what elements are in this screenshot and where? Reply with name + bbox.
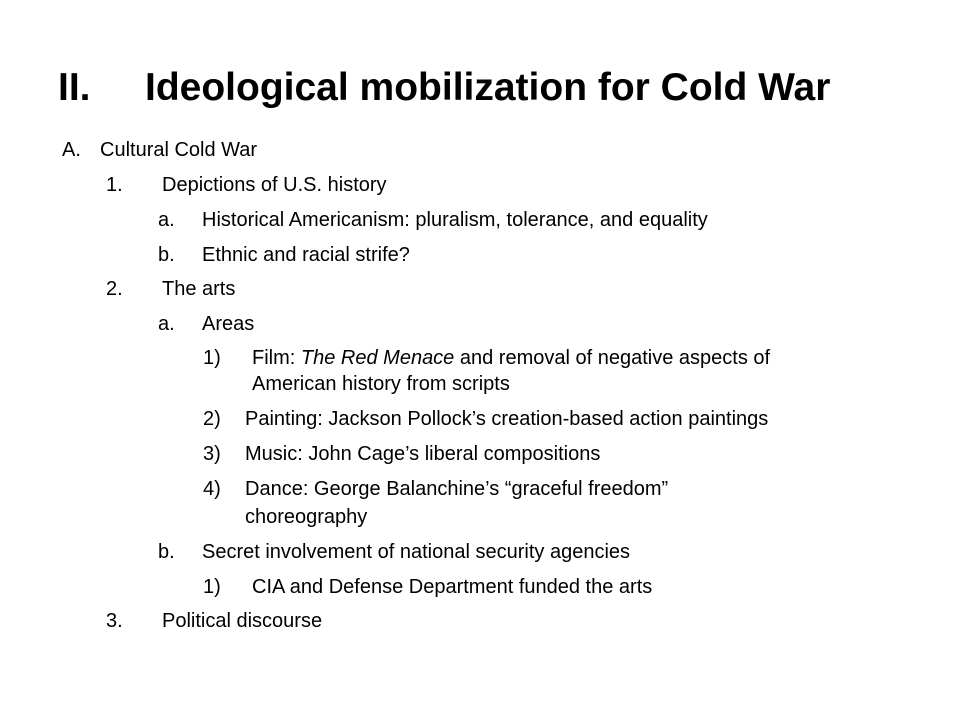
outline-text: Secret involvement of national security agencies [202, 541, 631, 563]
film-text-start: Film: [252, 347, 301, 369]
outline-marker: 4) [203, 478, 221, 500]
outline-marker: 2. [106, 278, 123, 300]
title-number: II. [58, 66, 91, 109]
film-text-end: and removal of negative aspects of [454, 347, 771, 369]
film-title-italic: The Red Menace [300, 347, 455, 369]
outline-text: Music: John Cage’s liberal compositions [245, 443, 601, 465]
outline-marker: b. [158, 541, 175, 563]
outline-marker: 1) [203, 576, 221, 598]
outline-text: Painting: Jackson Pollock’s creation-based action paintings [245, 408, 769, 430]
outline-text-line2: American history from scripts [252, 373, 510, 395]
outline-text: The arts [162, 278, 236, 300]
outline-marker: a. [158, 209, 175, 231]
outline-text: Historical Americanism: pluralism, tolerance, and equality [202, 209, 708, 231]
outline-text-line2: choreography [245, 506, 368, 528]
outline-text: Dance: George Balanchine’s “graceful freedom” [245, 478, 669, 500]
outline-text: Political discourse [162, 610, 323, 632]
outline-text: Ethnic and racial strife? [202, 244, 410, 266]
outline-marker: 2) [203, 408, 221, 430]
outline-marker: b. [158, 244, 175, 266]
outline-marker: 1. [106, 174, 123, 196]
outline-continuation [245, 505, 367, 529]
outline-marker: A. [62, 139, 81, 161]
outline-marker: 1) [203, 347, 221, 369]
outline-text [252, 346, 770, 370]
outline-marker: 3. [106, 610, 123, 632]
outline-text: Cultural Cold War [100, 139, 258, 161]
outline-marker: a. [158, 313, 175, 335]
outline-marker: 3) [203, 443, 221, 465]
outline-text: CIA and Defense Department funded the arts [252, 576, 653, 598]
outline-text: Areas [202, 313, 255, 335]
outline-text: Depictions of U.S. history [162, 174, 387, 196]
title-text: Ideological mobilization for Cold War [145, 66, 831, 109]
outline-continuation [252, 372, 510, 396]
